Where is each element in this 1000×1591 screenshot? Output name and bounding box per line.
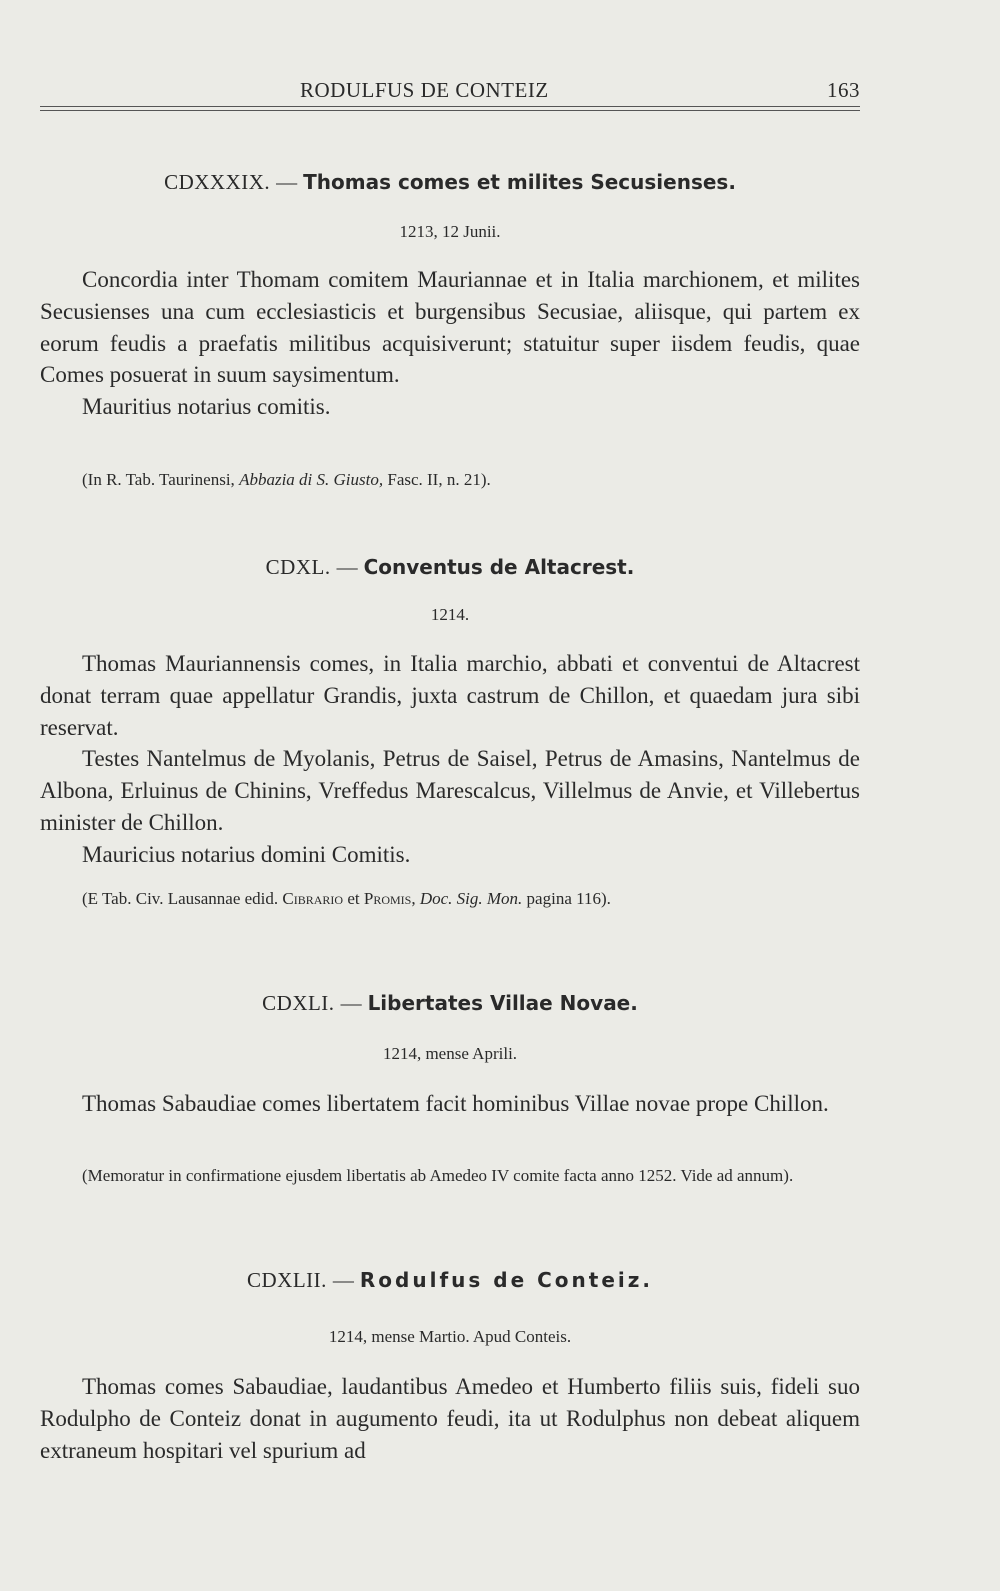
charter-heading-439 — [40, 170, 860, 195]
charter-summary: Thomas comes Sabaudiae, laudantibus Amedeo et Humberto filiis suis, fideli suo Rodulpho de Conteiz donat in augumento feudi, ita ut Rodulphus non debeat aliquem extraneum hospitari vel spurium ad — [40, 1374, 860, 1463]
charter-body-440 — [40, 648, 860, 871]
charter-heading-441 — [40, 991, 860, 1016]
document-page — [40, 0, 860, 1591]
source-text: (E Tab. Civ. Lausannae edid. — [82, 889, 283, 908]
charter-title: Libertates Villae Novae. — [367, 991, 638, 1015]
source-text: (Memoratur in confirmatione ejusdem libertatis ab Amedeo IV comite facta anno 1252. Vide ad annum). — [82, 1166, 794, 1185]
charter-date-440: 1214. — [430, 605, 470, 624]
heading-dash: — — [336, 555, 358, 579]
charter-body-441 — [40, 1088, 860, 1120]
charter-body-439 — [40, 264, 860, 423]
charter-summary: Thomas Sabaudiae comes libertatem facit hominibus Villae novae prope Chillon. — [82, 1091, 829, 1116]
charter-source-439 — [40, 467, 860, 492]
charter-title: Conventus de Altacrest. — [363, 555, 635, 579]
source-text: (In R. Tab. Taurinensi, — [82, 470, 240, 489]
charter-summary: Concordia inter Thomam comitem Mauriannae et in Italia marchionem, et milites Secusienses una cum ecclesiasticis et burgensibus Secusiae, aliisque, qui partem ex eorum feudis a praefatis militibus acquisiverunt; statuitur super iisdem feudis, quae Comes posuerat in suum saysimentum. — [40, 267, 860, 388]
charter-notary: Mauritius notarius comitis. — [82, 394, 331, 420]
source-text-end: Fasc. II, n. 21). — [383, 470, 491, 489]
page-number: 163 — [827, 78, 860, 102]
charter-source-441 — [40, 1163, 860, 1188]
charter-number: CDXL. — [265, 555, 331, 579]
source-italic: Abbazia di S. Giusto, — [239, 470, 384, 489]
source-author: Cibrario — [282, 889, 344, 908]
source-text-end: pagina 116). — [522, 889, 611, 908]
charter-number: CDXLI. — [262, 991, 335, 1015]
charter-heading-440 — [40, 555, 860, 580]
charter-heading-442 — [40, 1268, 860, 1293]
heading-dash: — — [340, 991, 362, 1015]
charter-number: CDXLII. — [247, 1268, 327, 1292]
charter-notary: Mauricius notarius domini Comitis. — [82, 841, 411, 867]
charter-title: Rodulfus de Conteiz. — [359, 1268, 653, 1292]
charter-number: CDXXXIX. — [164, 170, 271, 194]
charter-date-439: 1213, 12 Junii. — [399, 222, 501, 241]
running-title: RODULFUS DE CONTEIZ — [300, 78, 549, 102]
heading-dash: — — [276, 170, 298, 194]
charter-date-442: 1214, mense Martio. Apud Conteis. — [328, 1327, 572, 1346]
charter-source-440 — [40, 886, 860, 911]
header-rule-top — [40, 106, 860, 107]
source-text-mid: et — [343, 889, 364, 908]
charter-summary: Thomas Mauriannensis comes, in Italia marchio, abbati et conventui de Altacrest donat terram quae appellatur Grandis, juxta castrum de Chillon, et quaedam jura sibi reservat. — [40, 651, 860, 740]
page-header — [40, 74, 860, 104]
heading-dash: — — [332, 1268, 354, 1292]
charter-date-441: 1214, mense Aprili. — [382, 1044, 518, 1063]
charter-witnesses: Testes Nantelmus de Myolanis, Petrus de Saisel, Petrus de Amasins, Nantelmus de Albona, Erluinus de Chinins, Vreffedus Marescalcus, Villelmus de Anvie, et Villebertus minister de Chillon. — [40, 746, 860, 835]
charter-body-442 — [40, 1371, 860, 1466]
source-author: Promis — [363, 889, 412, 908]
source-comma: , — [411, 889, 420, 908]
source-italic: Doc. Sig. Mon. — [419, 889, 523, 908]
header-rule-bottom — [40, 110, 860, 111]
charter-title: Thomas comes et milites Secusienses. — [303, 170, 736, 194]
